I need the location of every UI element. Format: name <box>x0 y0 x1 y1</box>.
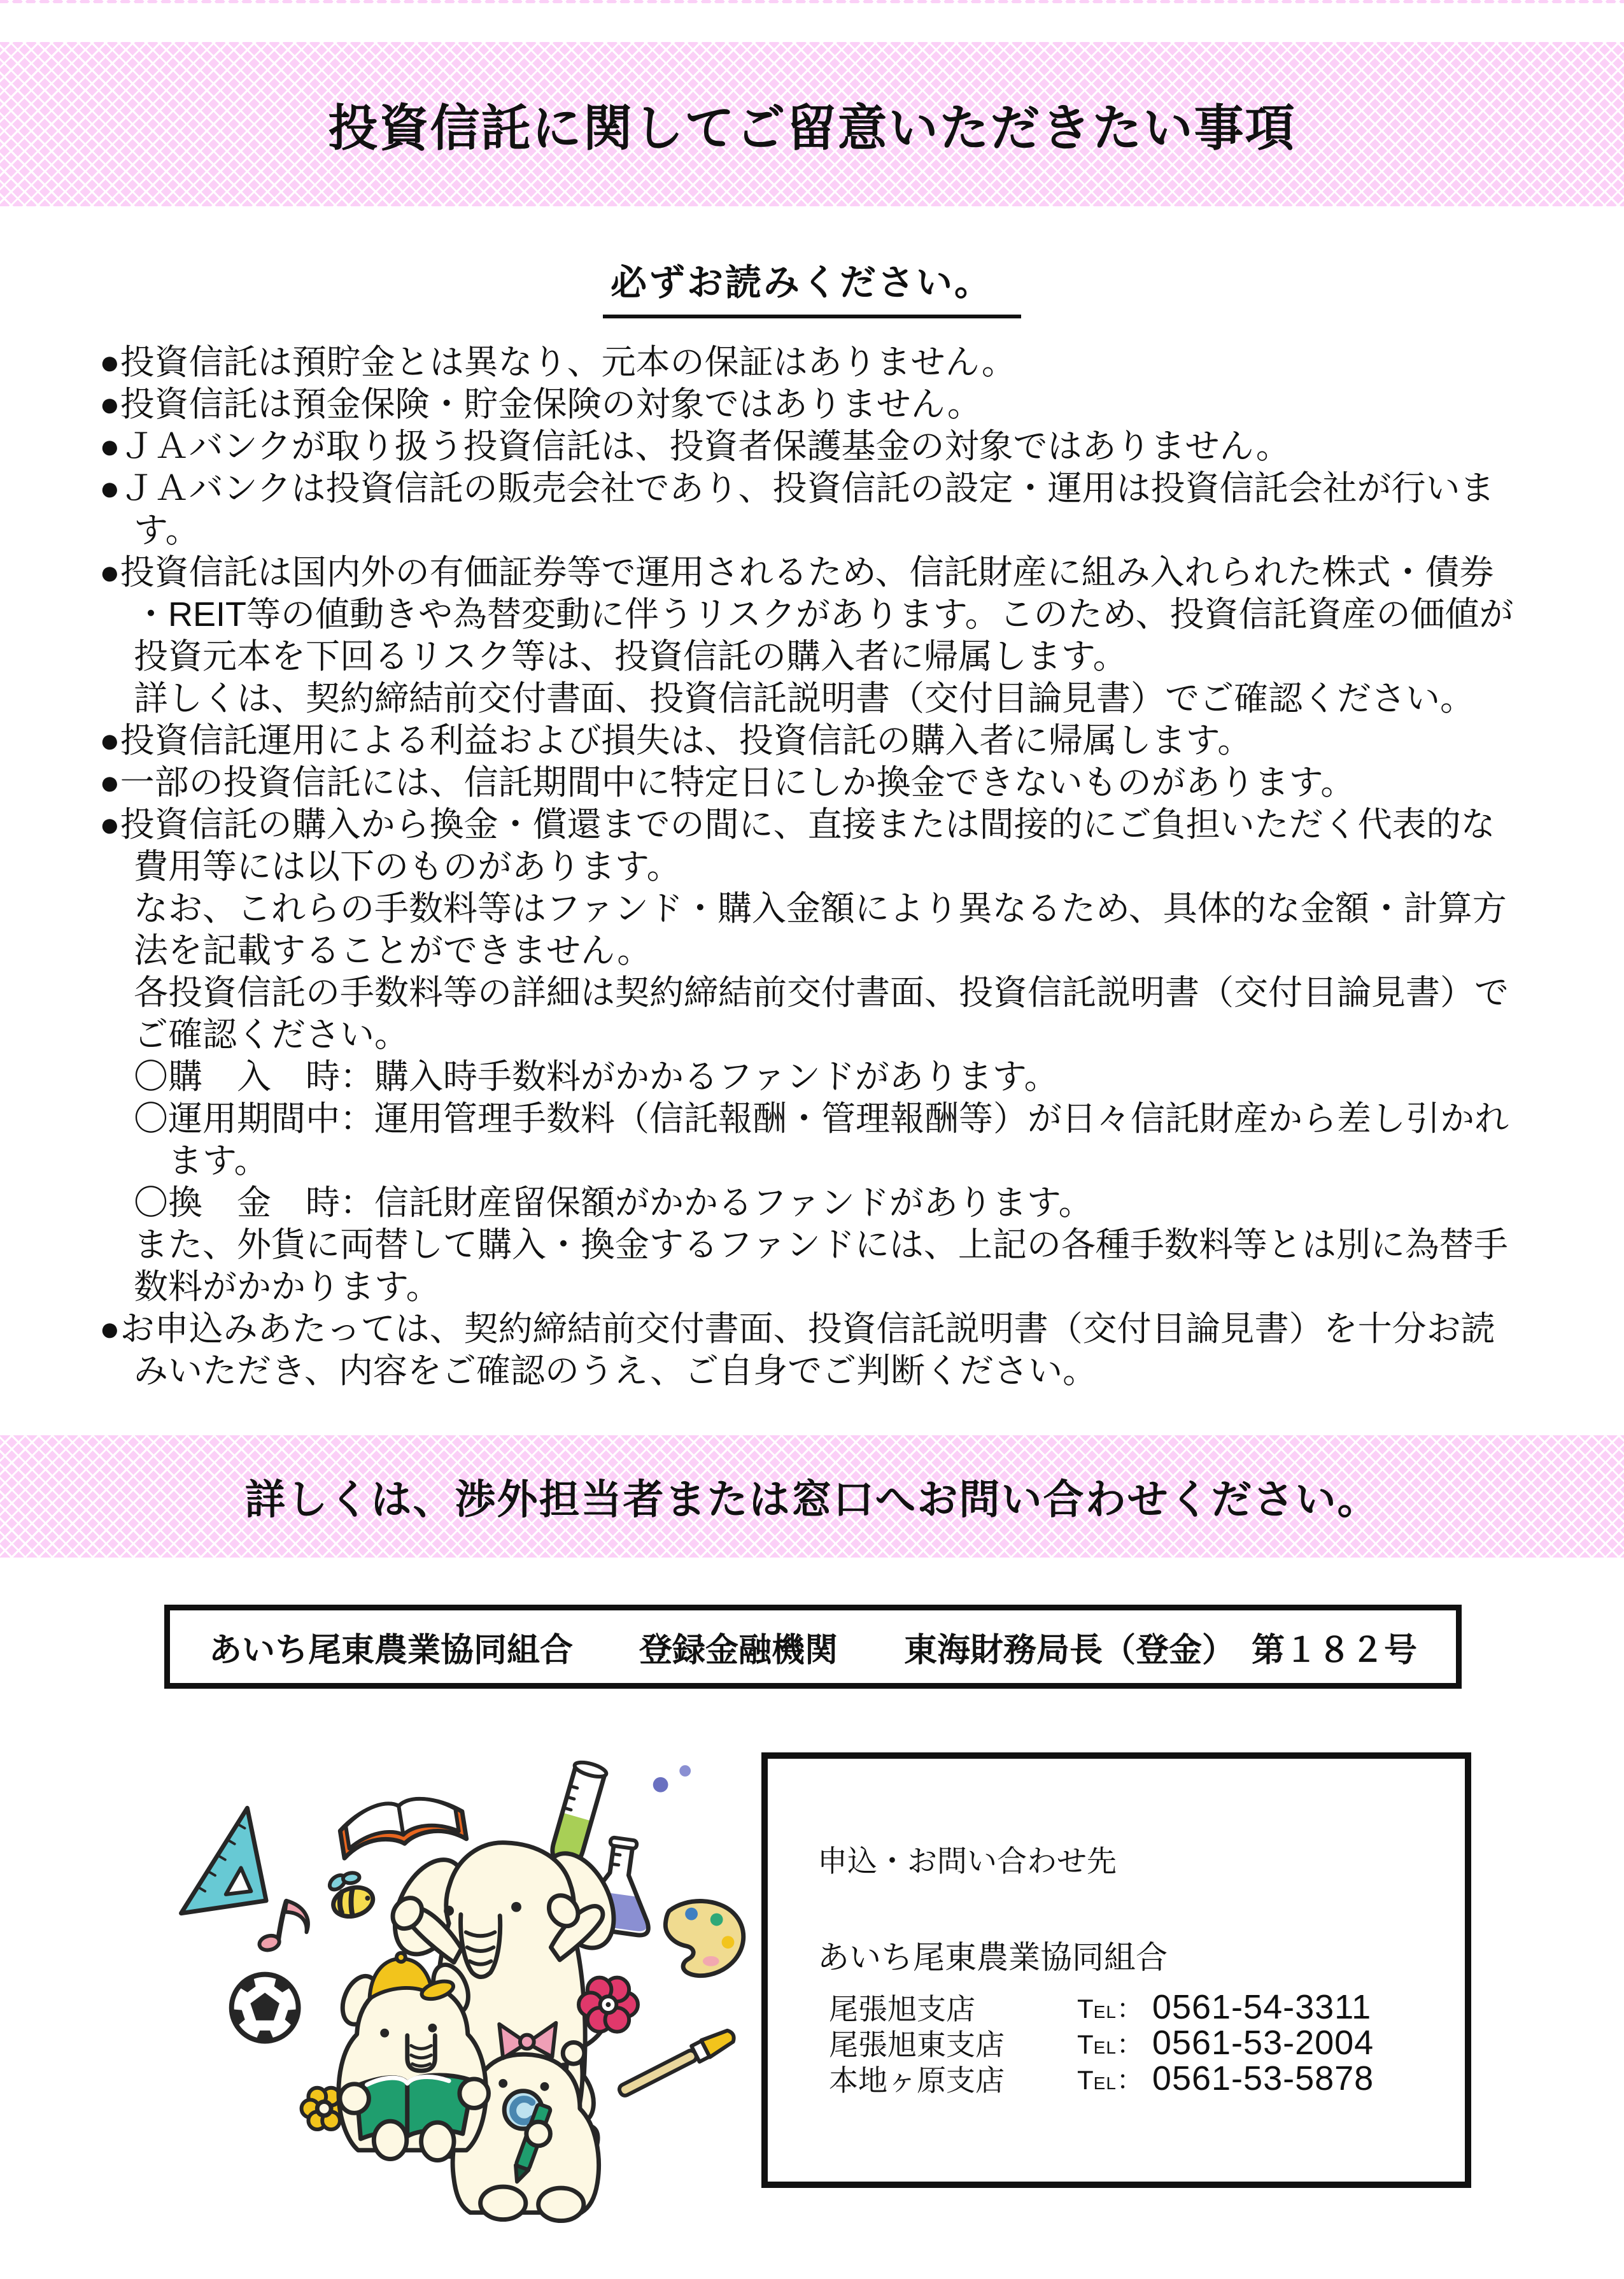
top-edge-pattern <box>0 0 1624 3</box>
must-read-wrap <box>0 253 1624 318</box>
note-line: なお、これらの手数料等はファンド・購入金額により異なるため、具体的な金額・計算方 <box>134 890 1507 928</box>
tel-label <box>1077 2059 1143 2098</box>
contact-box <box>761 1752 1471 2188</box>
branch-name: 尾張旭支店 <box>829 1992 975 2026</box>
tel-label-sep: ： <box>1116 2065 1143 2095</box>
tel-label <box>1077 1988 1143 2026</box>
tel-label-sep: ： <box>1116 2029 1143 2059</box>
note-line: また、外貨に両替して購入・換金するファンドには、上記の各種手数料等とは別に為替手 <box>134 1226 1508 1264</box>
note-line: みいただき、内容をご確認のうえ、ご自身でご判断ください。 <box>134 1352 1098 1390</box>
tel-label-t: T <box>1077 1994 1094 2024</box>
tel-label <box>1077 2024 1143 2062</box>
note-line: ・REIT等の値動きや為替変動に伴うリスクがあります。このため、投資信託資産の価値が <box>134 595 1514 634</box>
open-book-icon <box>337 1792 466 1858</box>
header-banner <box>0 42 1624 206</box>
note-line: ます。 <box>168 1142 269 1180</box>
tel-label-el: EL <box>1093 2073 1117 2093</box>
triangle-ruler-icon <box>181 1808 267 1913</box>
branch-name: 尾張旭東支店 <box>829 2028 1005 2061</box>
paintbrush-icon <box>616 2026 738 2101</box>
note-line: す。 <box>134 511 200 550</box>
soccer-ball-icon <box>229 1974 301 2042</box>
test-tube-icon <box>547 1759 607 1868</box>
registration-box <box>164 1605 1462 1689</box>
note-line: 投資元本を下回るリスク等は、投資信託の購入者に帰属します。 <box>134 637 1127 676</box>
note-line: 数料がかかります。 <box>134 1268 441 1306</box>
note-line: 〇運用期間中：運用管理手数料（信託報酬・管理報酬等）が日々信託財産から差し引かれ <box>134 1100 1509 1138</box>
branch-phone: 0561-53-5878 <box>1152 2059 1374 2098</box>
mascot-illustration <box>153 1746 758 2279</box>
branch-phone: 0561-53-2004 <box>1152 2024 1374 2062</box>
note-line: ●投資信託は預貯金とは異なり、元本の保証はありません。 <box>99 343 1016 381</box>
contact-heading: 申込・お問い合わせ先 <box>817 1844 1117 1878</box>
notes-list <box>99 341 1557 1392</box>
tel-label-t: T <box>1077 2029 1094 2059</box>
note-line: ●投資信託は国内外の有価証券等で運用されるため、信託財産に組み入れられた株式・債券 <box>99 553 1494 592</box>
registration-text: あいち尾東農業協同組合 登録金融機関 東海財務局長（登金） 第１８２号 <box>208 1631 1417 1669</box>
note-line: ●投資信託は預金保険・貯金保険の対象ではありません。 <box>99 385 982 423</box>
inquiry-banner-text: 詳しくは、渉外担当者または窓口へお問い合わせください。 <box>244 1477 1380 1523</box>
note-line: ●お申込みあたっては、契約締結前交付書面、投資信託説明書（交付目論見書）を十分お読 <box>99 1310 1495 1348</box>
tel-label-sep: ： <box>1116 1994 1143 2024</box>
note-line: ●ＪＡバンクは投資信託の販売会社であり、投資信託の設定・運用は投資信託会社が行いま <box>99 469 1495 508</box>
note-line: ●一部の投資信託には、信託期間中に特定日にしか換金できないものがあります。 <box>99 763 1355 802</box>
note-line: 〇換 金 時：信託財産留保額がかかるファンドがあります。 <box>134 1184 1093 1222</box>
note-line: 費用等には以下のものがあります。 <box>134 848 681 886</box>
inquiry-banner <box>0 1435 1624 1558</box>
branch-name: 本地ヶ原支店 <box>829 2064 1005 2097</box>
must-read-heading: 必ずお読みください。 <box>603 253 1021 318</box>
contact-branch-row <box>829 1989 1374 2025</box>
note-line: ご確認ください。 <box>134 1016 409 1054</box>
note-line: ●投資信託運用による利益および損失は、投資信託の購入者に帰属します。 <box>99 721 1252 760</box>
note-line: ●投資信託の購入から換金・償還までの間に、直接または間接的にご負担いただく代表的な <box>99 806 1495 844</box>
contact-branch-row <box>829 2061 1374 2096</box>
note-line: 各投資信託の手数料等の詳細は契約締結前交付書面、投資信託説明書（交付目論見書）で <box>134 974 1509 1012</box>
note-line: 〇購 入 時：購入時手数料がかかるファンドがあります。 <box>134 1058 1059 1096</box>
contact-branch-row <box>829 2025 1374 2061</box>
bee-icon <box>327 1872 377 1921</box>
music-note-icon <box>258 1901 308 1952</box>
branch-phone: 0561-54-3311 <box>1152 1988 1372 2026</box>
tel-label-t: T <box>1077 2065 1094 2095</box>
page-title: 投資信託に関してご留意いただきたい事項 <box>328 100 1296 156</box>
contact-org: あいち尾東農業協同組合 <box>817 1940 1168 1975</box>
elephant-child-cap <box>336 1953 489 2161</box>
note-line: 詳しくは、契約締結前交付書面、投資信託説明書（交付目論見書）でご確認ください。 <box>134 679 1474 718</box>
note-line: 法を記載することができません。 <box>134 932 652 970</box>
tel-label-el: EL <box>1093 2038 1117 2057</box>
paint-palette-icon <box>665 1901 743 1976</box>
bubble-dots-icon <box>653 1765 691 1793</box>
branch-list <box>829 1989 1374 2096</box>
note-line: ●ＪＡバンクが取り扱う投資信託は、投資者保護基金の対象ではありません。 <box>99 427 1290 465</box>
tel-label-el: EL <box>1093 2002 1117 2022</box>
